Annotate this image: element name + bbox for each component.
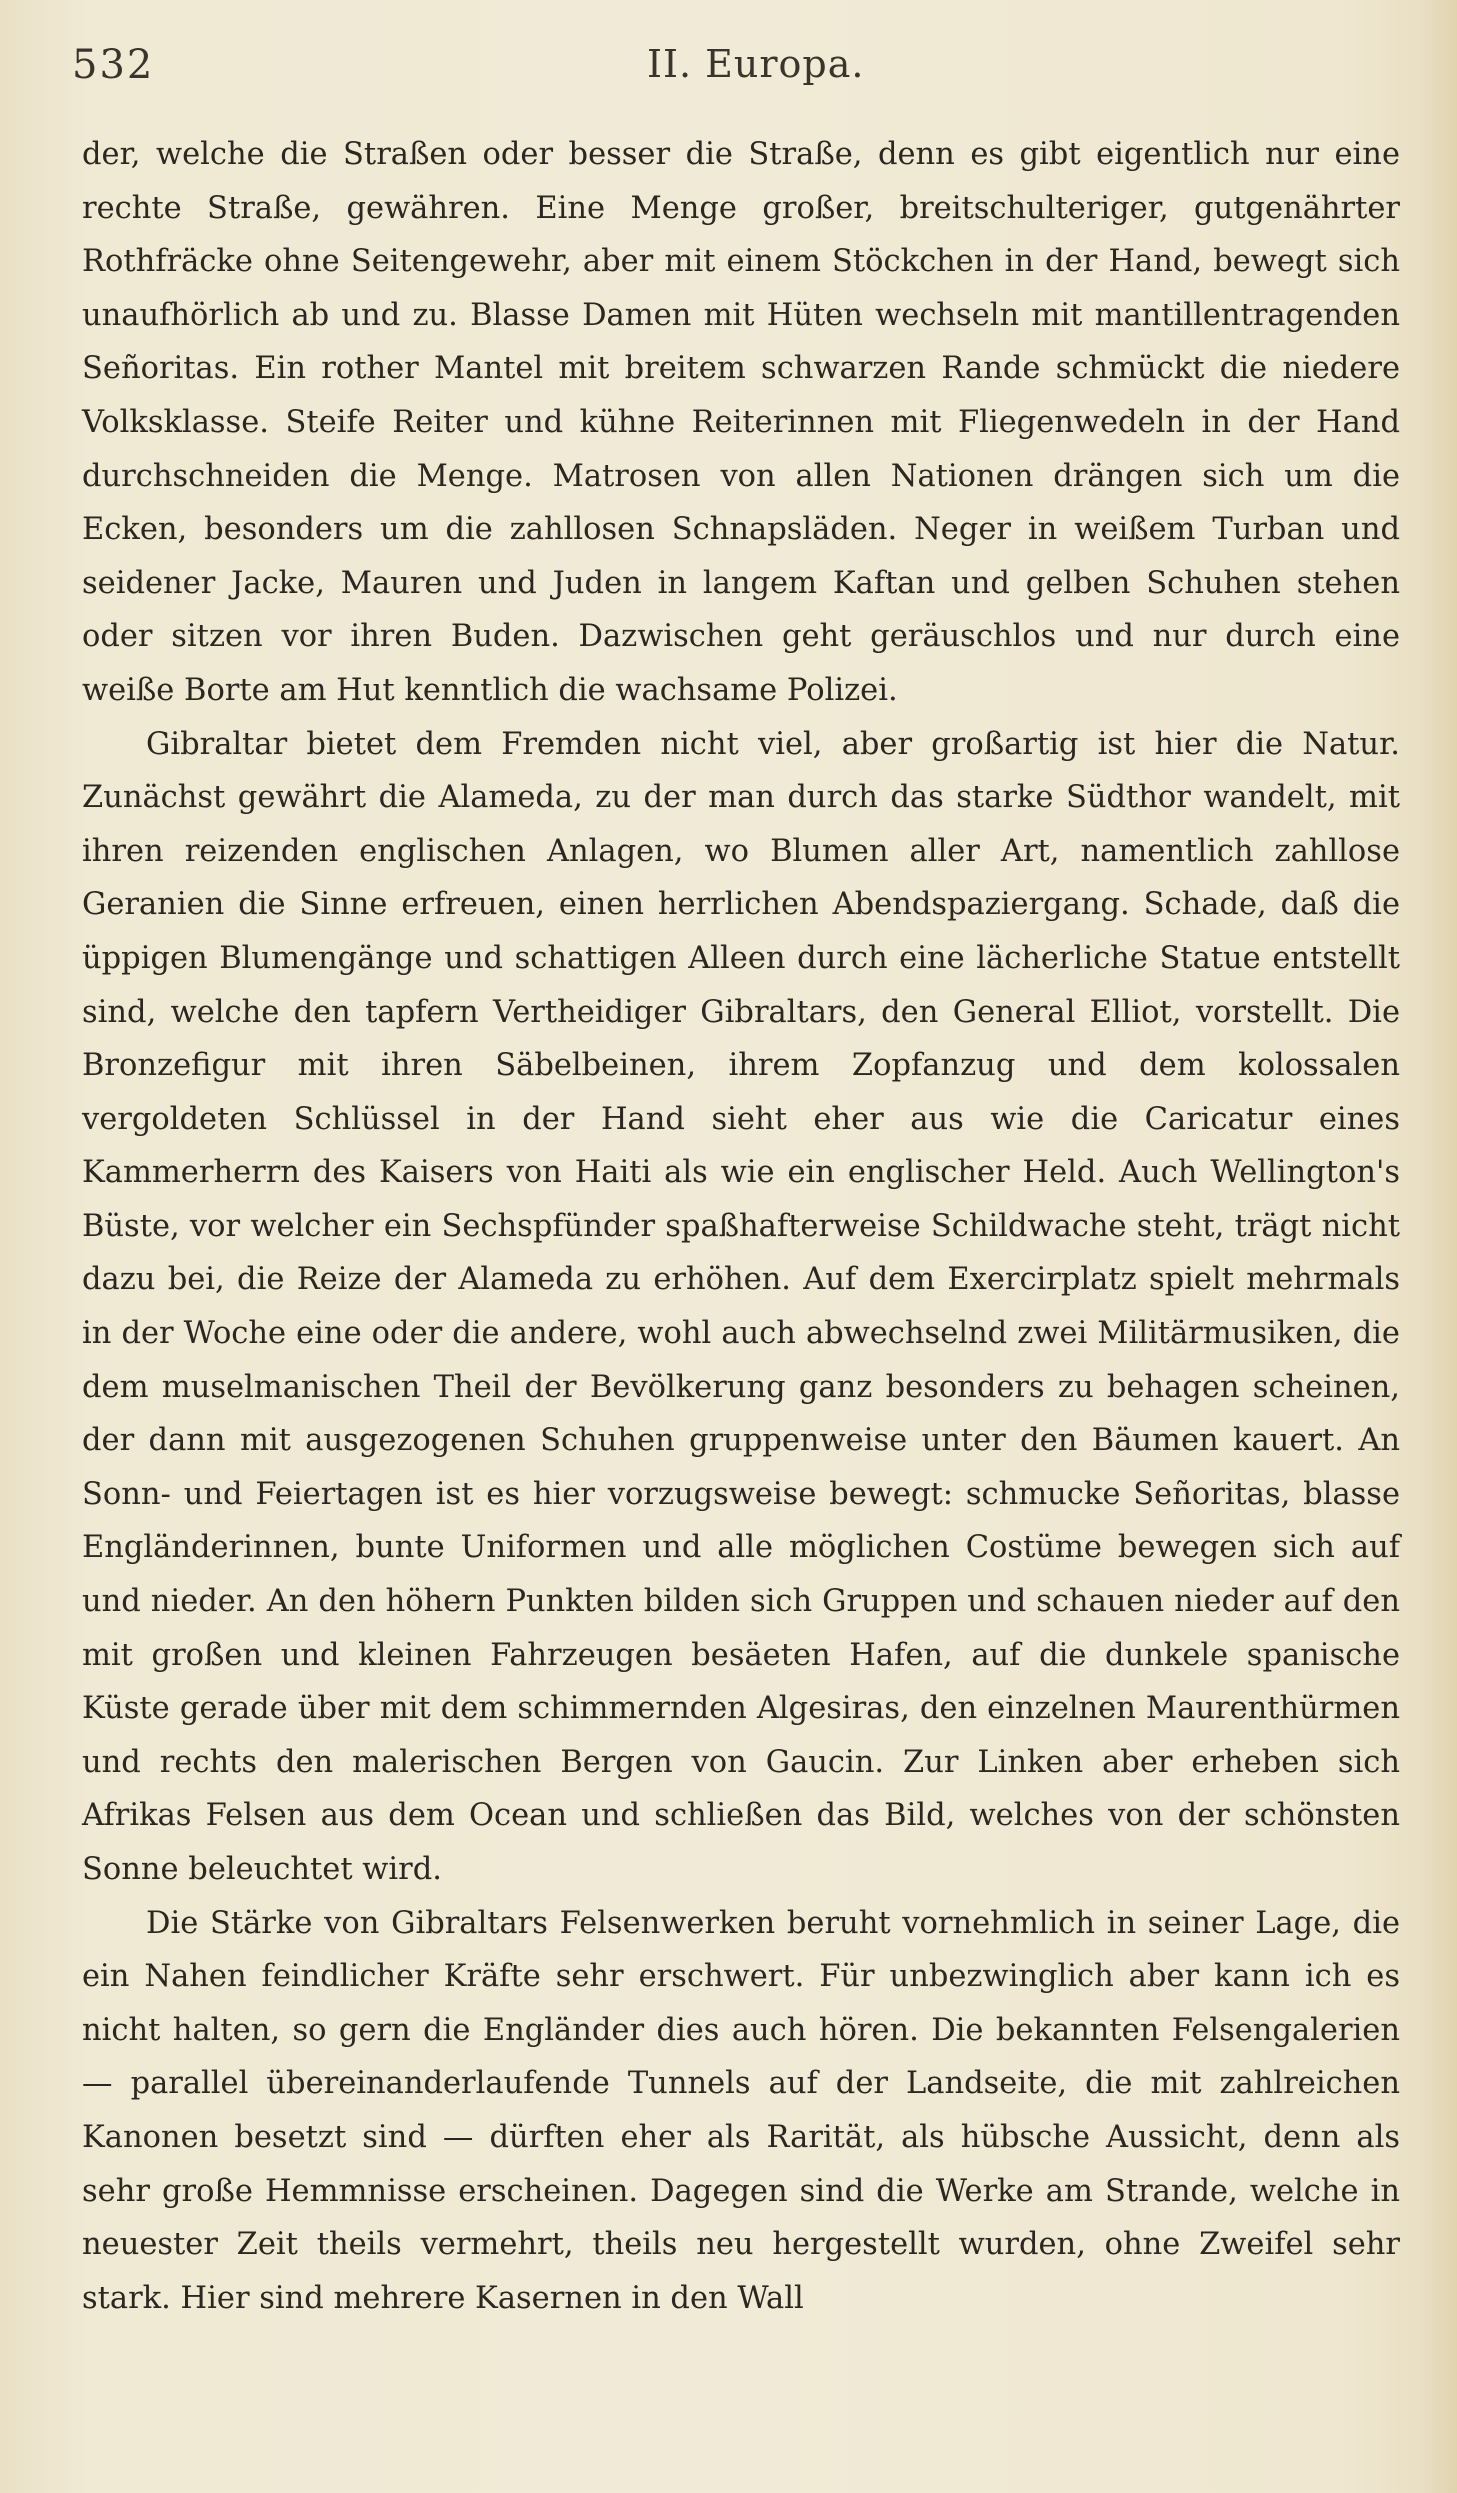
- page-header: [72, 42, 1402, 102]
- paragraph-alameda: Gibraltar bietet dem Fremden nicht viel, aber großartig ist hier die Natur. Zunächst gewährt die Alameda, zu der man durch das starke Südthor wandelt, mit ihren reizenden englischen Anlagen, wo Blumen aller Art, namentlich zahllose Geranien die Sinne erfreuen, einen herrlichen Abendspaziergang. Schade, daß die üppigen Blumengänge und schattigen Alleen durch eine lächerliche Statue entstellt sind, welche den tapfern Vertheidiger Gibraltars, den General Elliot, vorstellt. Die Bronzefigur mit ihren Säbelbeinen, ihrem Zopfanzug und dem kolossalen vergoldeten Schlüssel in der Hand sieht eher aus wie die Caricatur eines Kammerherrn des Kaisers von Haiti als wie ein englischer Held. Auch Wellington's Büste, vor welcher ein Sechspfünder spaßhafterweise Schildwache steht, trägt nicht dazu bei, die Reize der Alameda zu erhöhen. Auf dem Exercirplatz spielt mehrmals in der Woche eine oder die andere, wohl auch abwechselnd zwei Militärmusiken, die dem muselmanischen Theil der Bevölkerung ganz besonders zu behagen scheinen, der dann mit ausgezogenen Schuhen gruppenweise unter den Bäumen kauert. An Sonn- und Feiertagen ist es hier vorzugsweise bewegt: schmucke Señoritas, blasse Engländerinnen, bunte Uniformen und alle möglichen Costüme bewegen sich auf und nieder. An den höhern Punkten bilden sich Gruppen und schauen nieder auf den mit großen und kleinen Fahrzeugen besäeten Hafen, auf die dunkele spanische Küste gerade über mit dem schimmernden Algesiras, den einzelnen Maurenthürmen und rechts den malerischen Bergen von Gaucin. Zur Linken aber erheben sich Afrikas Felsen aus dem Ocean und schließen das Bild, welches von der schönsten Sonne beleuchtet wird.: [82, 726, 1400, 1887]
- page-edge-stain: [1419, 0, 1457, 2493]
- paragraph-street-life: der, welche die Straßen oder besser die Straße, denn es gibt eigentlich nur eine rechte Straße, gewähren. Eine Menge großer, breitschulteriger, gutgenährter Rothfräcke ohne Seitengewehr, aber mit einem Stöckchen in der Hand, bewegt sich unaufhörlich ab und zu. Blasse Damen mit Hüten wechseln mit mantillentragenden Señoritas. Ein rother Mantel mit breitem schwarzen Rande schmückt die niedere Volksklasse. Steife Reiter und kühne Reiterinnen mit Fliegenwedeln in der Hand durchschneiden die Menge. Matrosen von allen Nationen drängen sich um die Ecken, besonders um die zahllosen Schnapsläden. Neger in weißem Turban und seidener Jacke, Mauren und Juden in langem Kaftan und gelben Schuhen stehen oder sitzen vor ihren Buden. Dazwischen geht geräuschlos und nur durch eine weiße Borte am Hut kenntlich die wachsame Polizei.: [82, 137, 1400, 708]
- body-text: [82, 128, 1400, 2325]
- page-number: 532: [72, 42, 155, 88]
- running-head: II. Europa.: [647, 42, 865, 86]
- paragraph-fortifications: Die Stärke von Gibraltars Felsenwerken beruht vornehmlich in seiner Lage, die ein Nahen feindlicher Kräfte sehr erschwert. Für unbezwinglich aber kann ich es nicht halten, so gern die Engländer dies auch hören. Die bekannten Felsengalerien — parallel übereinanderlaufende Tunnels auf der Landseite, die mit zahlreichen Kanonen besetzt sind — dürften eher als Rarität, als hübsche Aussicht, denn als sehr große Hemmnisse erscheinen. Dagegen sind die Werke am Strande, welche in neuester Zeit theils vermehrt, theils neu hergestellt wurden, ohne Zweifel sehr stark. Hier sind mehrere Kasernen in den Wall: [82, 1905, 1400, 2316]
